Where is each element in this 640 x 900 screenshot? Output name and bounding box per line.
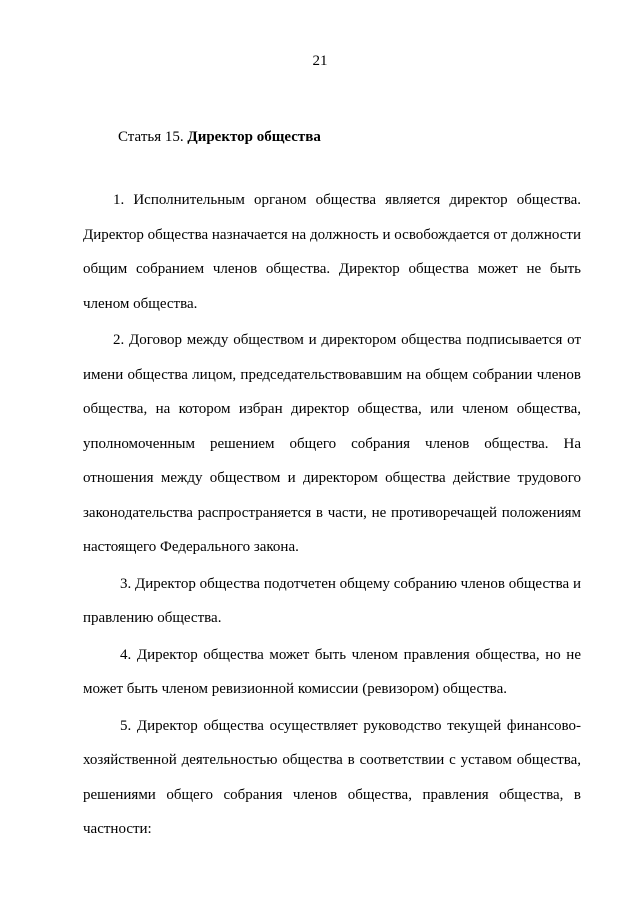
paragraph-3: 3. Директор общества подотчетен общему собранию членов общества и правлению общества. — [83, 575, 581, 626]
paragraph-1: 1. Исполнительным органом общества является директор общества. Директор общества назначается на должность и освобождается от должности общим собранием членов общества. Директор общества может не быть членом общества. — [83, 192, 581, 312]
paragraph-2: 2. Договор между обществом и директором общества подписывается от имени общества лицом, председательствовавшим на общем собрании членов общества, на котором избран директор общества, или членом общества, уполномоченным решением общего собрания членов общества. На отношения между обществом и директором общества действие трудового законодательства распространяется в части, не противоречащей положениям настоящего Федерального закона. — [83, 332, 581, 555]
paragraph-5: 5. Директор общества осуществляет руководство текущей финансово-хозяйственной деятельностью общества в соответствии с уставом общества, решениями общего собрания членов общества, правления общества, в частности: — [83, 717, 581, 837]
article-title: Директор общества — [187, 129, 321, 145]
article-body — [83, 183, 581, 849]
article-label: Статья 15. — [118, 129, 184, 145]
article-heading — [118, 128, 321, 146]
page-number: 21 — [312, 53, 328, 69]
paragraph-4: 4. Директор общества может быть членом правления общества, но не может быть членом ревизионной комиссии (ревизором) общества. — [83, 646, 581, 697]
